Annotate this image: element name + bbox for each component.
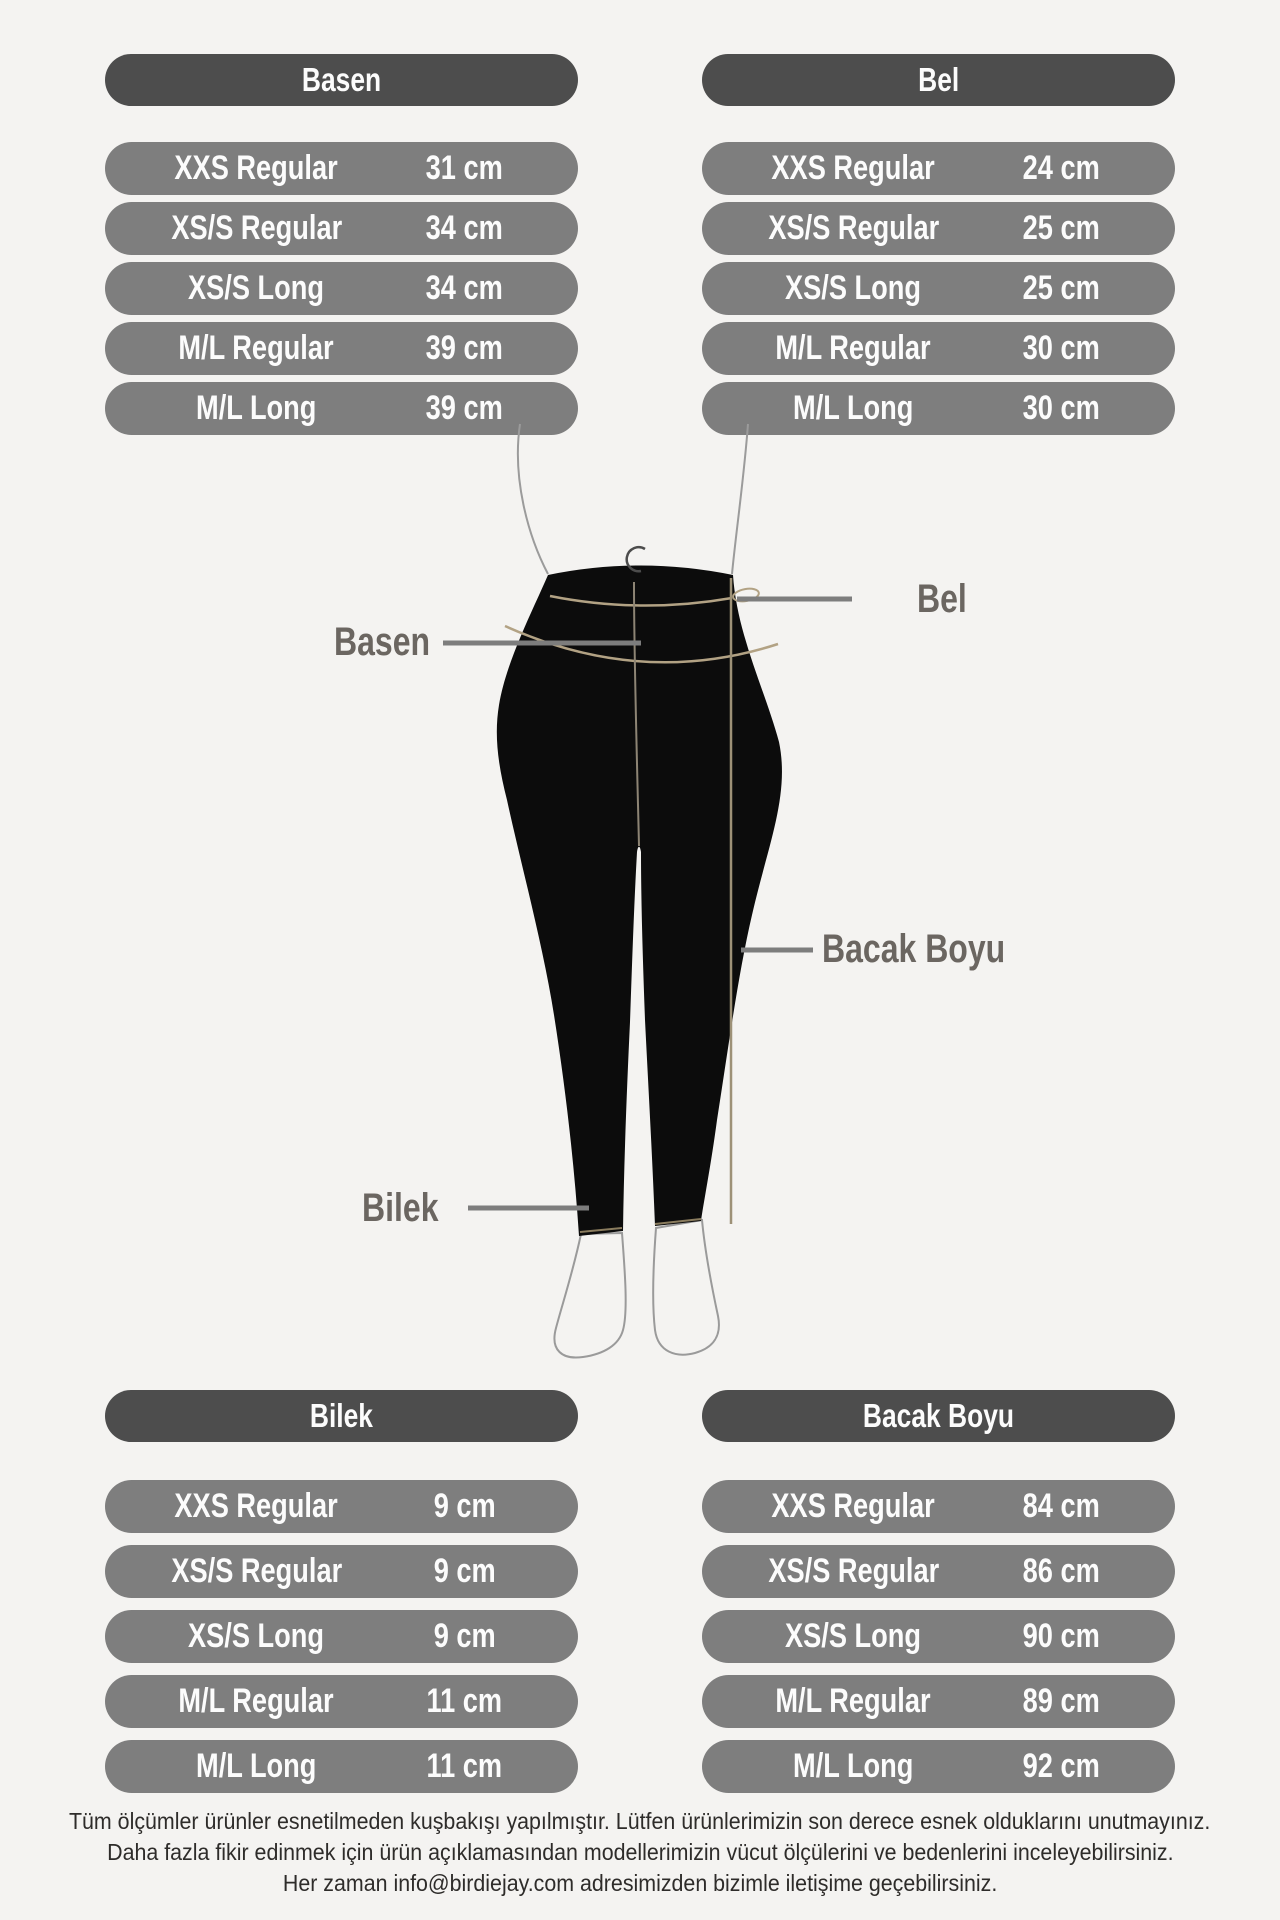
size-value: 89 cm	[1022, 1682, 1101, 1720]
size-label: XS/S Long	[785, 1617, 922, 1655]
size-value: 9 cm	[433, 1617, 496, 1655]
table-row	[702, 1545, 1175, 1598]
size-value: 34 cm	[425, 269, 504, 307]
size-label: M/L Long	[196, 1747, 317, 1785]
table-row	[702, 262, 1175, 315]
size-value: 30 cm	[1022, 389, 1101, 427]
size-label: XS/S Regular	[170, 209, 342, 247]
left-foot-outline	[554, 1233, 625, 1358]
table-basen-title: Basen	[301, 61, 382, 98]
table-row	[105, 262, 578, 315]
size-label: M/L Long	[196, 389, 317, 427]
size-value: 34 cm	[425, 209, 504, 247]
size-value: 25 cm	[1022, 209, 1101, 247]
table-row	[702, 1480, 1175, 1533]
size-label: M/L Regular	[178, 1682, 334, 1720]
table-row	[105, 1675, 578, 1728]
table-row	[105, 1480, 578, 1533]
right-ankle-cuff-line	[655, 1219, 701, 1224]
size-value: 24 cm	[1022, 149, 1101, 187]
footer-line-text: Her zaman info@birdiejay.com adresimizden bizimle iletişime geçebilirsiniz.	[282, 1870, 998, 1896]
size-label: XS/S Regular	[767, 209, 939, 247]
table-bacak-boyu-title: Bacak Boyu	[862, 1397, 1015, 1434]
size-value: 9 cm	[433, 1552, 496, 1590]
table-row	[105, 202, 578, 255]
footer-line-text: Tüm ölçümler ürünler esnetilmeden kuşbakışı yapılmıştır. Lütfen ürünlerimizin son derece esnek olduklarını unutmayınız.	[69, 1808, 1211, 1834]
table-row	[105, 1740, 578, 1793]
footer-line-text: Daha fazla fikir edinmek için ürün açıklamasından modellerimizin vücut ölçülerini ve bedenlerini inceleyebilirsiniz.	[106, 1839, 1174, 1865]
torso-contour-left	[518, 424, 548, 574]
waist-loop-icon	[732, 587, 760, 603]
size-value: 86 cm	[1022, 1552, 1101, 1590]
size-value: 92 cm	[1022, 1747, 1101, 1785]
diagram-label-basen-text: Basen	[334, 620, 431, 664]
size-value: 9 cm	[433, 1487, 496, 1525]
leggings-silhouette	[497, 566, 782, 1237]
size-value: 25 cm	[1022, 269, 1101, 307]
hanger-hook-icon	[627, 547, 645, 571]
size-label: M/L Regular	[775, 329, 931, 367]
table-row	[702, 382, 1175, 435]
size-label: M/L Long	[793, 389, 914, 427]
size-label: M/L Long	[793, 1747, 914, 1785]
diagram-label-bilek-text: Bilek	[362, 1186, 439, 1230]
diagram-label-bel-text: Bel	[917, 577, 967, 621]
table-basen-header	[105, 54, 578, 106]
left-ankle-cuff-line	[580, 1228, 622, 1232]
table-row	[702, 202, 1175, 255]
size-value: 39 cm	[425, 329, 504, 367]
footer-line	[0, 1806, 1280, 1837]
diagram-label-basen	[334, 622, 454, 662]
diagram-label-bacak-boyu	[822, 929, 1051, 969]
table-row	[702, 142, 1175, 195]
size-label: XXS Regular	[174, 149, 338, 187]
size-label: XXS Regular	[771, 1487, 935, 1525]
footer-line	[0, 1868, 1280, 1899]
diagram-label-bacak-boyu-text: Bacak Boyu	[822, 927, 1006, 971]
table-bel-header	[702, 54, 1175, 106]
table-bilek-title: Bilek	[309, 1397, 374, 1434]
table-row	[702, 1610, 1175, 1663]
table-row	[105, 1545, 578, 1598]
center-seam-line	[634, 582, 639, 846]
diagram-label-bilek	[362, 1188, 458, 1228]
size-label: XS/S Long	[785, 269, 922, 307]
table-row	[105, 382, 578, 435]
size-value: 11 cm	[426, 1682, 503, 1720]
table-row	[105, 1610, 578, 1663]
hip-seam-line	[505, 626, 778, 662]
size-label: M/L Regular	[775, 1682, 931, 1720]
table-row	[702, 1740, 1175, 1793]
diagram-label-bel	[917, 579, 979, 619]
size-value: 31 cm	[425, 149, 504, 187]
table-row	[702, 1675, 1175, 1728]
footer-line	[0, 1837, 1280, 1868]
table-row	[105, 142, 578, 195]
table-bilek-header	[105, 1390, 578, 1442]
waist-seam-line	[550, 596, 732, 606]
table-row	[702, 322, 1175, 375]
size-label: XS/S Regular	[170, 1552, 342, 1590]
size-value: 39 cm	[425, 389, 504, 427]
size-label: M/L Regular	[178, 329, 334, 367]
size-label: XS/S Long	[188, 1617, 325, 1655]
table-bel-title: Bel	[917, 61, 960, 98]
size-label: XS/S Long	[188, 269, 325, 307]
table-bacak-boyu-header	[702, 1390, 1175, 1442]
size-label: XS/S Regular	[767, 1552, 939, 1590]
size-value: 90 cm	[1022, 1617, 1101, 1655]
right-foot-outline	[653, 1220, 719, 1355]
size-label: XXS Regular	[771, 149, 935, 187]
size-value: 30 cm	[1022, 329, 1101, 367]
size-value: 84 cm	[1022, 1487, 1101, 1525]
size-value: 11 cm	[426, 1747, 503, 1785]
table-row	[105, 322, 578, 375]
size-label: XXS Regular	[174, 1487, 338, 1525]
footer-note	[0, 1806, 1280, 1899]
torso-contour-right	[732, 424, 748, 574]
